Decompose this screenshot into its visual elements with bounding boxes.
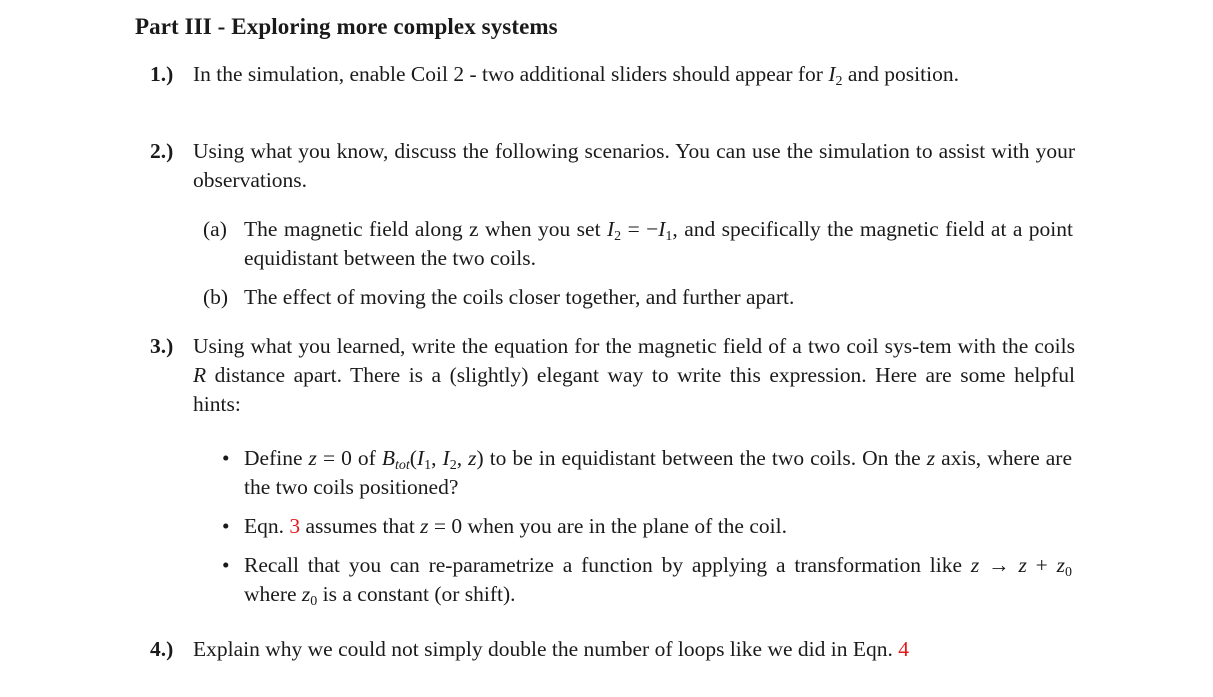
hint-text: Recall that you can re-parametrize a function by applying a transformation like $z \to z + z_0$ where $z_0$ is a constant (or shift). (244, 553, 1072, 609)
sub-label: (b) (203, 285, 229, 309)
sub-text: The magnetic field along z when you set $I_2 = -I_1$, and specifically the magnetic field at a point equidistant between the two coils. (244, 217, 1073, 270)
bullet-icon: • (222, 446, 230, 470)
hint-text: Define z = 0 of $B_{tot}(I_1$, $I_2$, z) to be in equidistant between the two coils. On the z axis, where are the two coils positioned? (244, 446, 1073, 499)
question-number: 1.) (150, 62, 174, 86)
hint-3 (220, 551, 1072, 609)
question-text: In the simulation, enable Coil 2 - two additional sliders should appear for $I_2$ and position. (193, 62, 959, 89)
question-text: Using what you know, discuss the following scenarios. You can use the simulation to assist with your observations. (193, 139, 1075, 192)
hint-1 (220, 444, 1072, 502)
question-3 (150, 332, 1075, 419)
hint-2 (220, 512, 1072, 541)
bullet-icon: • (222, 514, 230, 538)
section-title: Part III - Exploring more complex systems (135, 14, 558, 39)
question-1 (150, 60, 1075, 89)
question-number: 3.) (150, 334, 174, 358)
question-2b (203, 283, 1073, 312)
equation-reference-link[interactable]: 4 (898, 637, 909, 661)
question-number: 2.) (150, 139, 174, 163)
question-number: 4.) (150, 637, 174, 661)
question-text: Explain why we could not simply double the number of loops like we did in Eqn. 4 (193, 637, 909, 661)
question-text: Using what you learned, write the equation for the magnetic field of a two coil sys-tem with the coils R distance apart. There is a (slightly) elegant way to write this expression. Here are some helpful hints: (193, 334, 1075, 416)
sub-text: The effect of moving the coils closer together, and further apart. (244, 285, 795, 309)
hint-text: Eqn. 3 assumes that z = 0 when you are in the plane of the coil. (244, 514, 787, 538)
bullet-icon: • (222, 553, 230, 577)
question-2 (150, 137, 1075, 195)
equation-reference-link[interactable]: 3 (289, 514, 301, 538)
question-2a (203, 215, 1073, 273)
sub-label: (a) (203, 217, 227, 241)
question-4 (150, 635, 1075, 664)
